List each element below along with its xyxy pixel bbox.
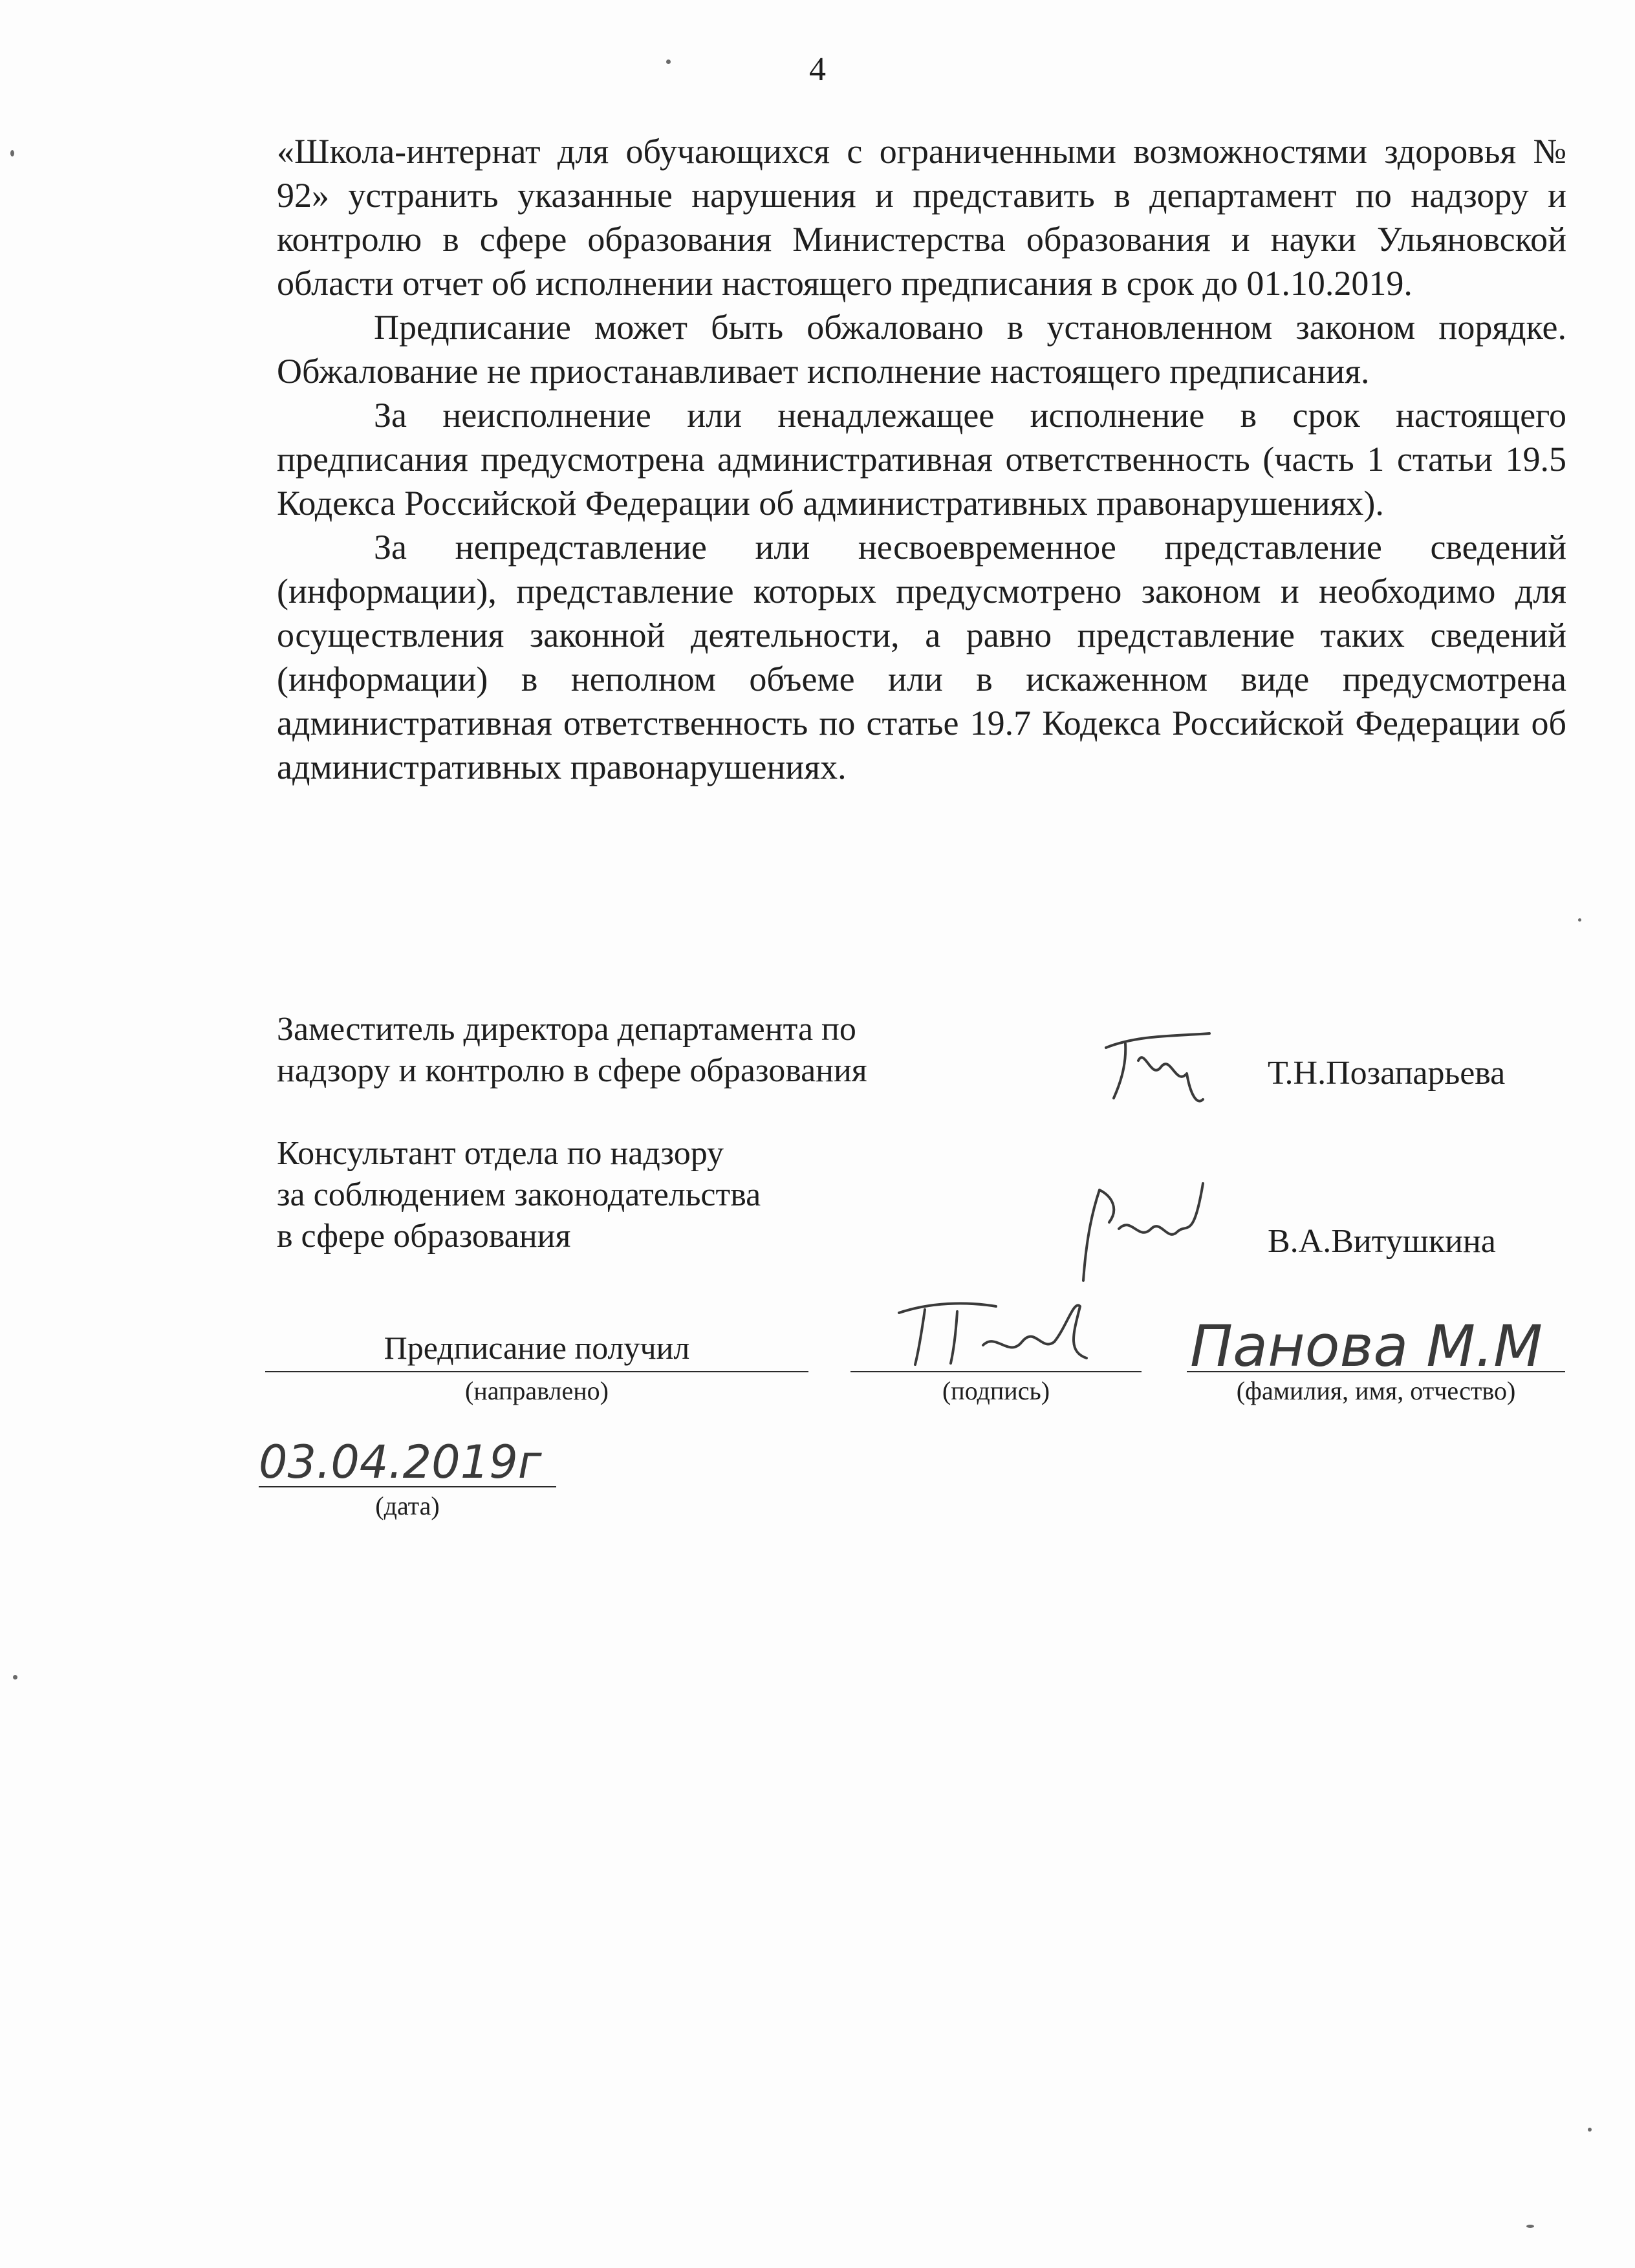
signature-recipient — [886, 1287, 1099, 1371]
signatory-title-consultant: Консультант отдела по надзору за соблюдением законодательства в сфере образования — [277, 1135, 761, 1255]
paragraph-requirement: «Школа-интернат для обучающихся с ограниченными возможностями здоровья № 92» устранить указанные нарушения и представить в департамент по надзору и контролю в сфере образования Министерства образования и науки Ульяновской области отчет об исполнении настоящего предписания в срок до 01.10.2019. — [277, 132, 1566, 303]
scan-speck — [1526, 2225, 1534, 2228]
paragraph-liability-19-7: За непредставление или несвоевременное представление сведений (информации), представление которых предусмотрено законом и необходимо для осуществления законной деятельности, а равно представление таких сведений (информации) в неполном объеме или в искаженном виде предусмотрена административная ответственность по статье 19.7 Кодекса Российской Федерации об административных правонарушениях. — [277, 528, 1566, 786]
paragraph-appeal: Предписание может быть обжаловано в установленном законом порядке. Обжалование не приостанавливает исполнение настоящего предписания. — [277, 308, 1566, 391]
signature-consultant — [1074, 1171, 1216, 1287]
caption-name: (фамилия, имя, отчество) — [1236, 1376, 1516, 1405]
caption-sent: (направлено) — [465, 1376, 609, 1405]
paragraph-liability-19-5: За неисполнение или ненадлежащее исполнение в срок настоящего предписания предусмотрена административная ответственность (часть 1 статьи 19.5 Кодекса Российской Федерации об административных правонарушениях). — [277, 396, 1566, 523]
scan-speck — [1578, 918, 1581, 922]
handwritten-recipient-name: Панова М.М — [1190, 1313, 1543, 1379]
page-number: 4 — [809, 51, 826, 88]
received-label: Предписание получил — [384, 1330, 690, 1366]
name-line — [1187, 1371, 1565, 1372]
signature-deputy-director — [1099, 1022, 1229, 1112]
signature-line — [850, 1371, 1142, 1372]
caption-signature: (подпись) — [942, 1376, 1050, 1405]
scan-speck — [1588, 2128, 1592, 2132]
scan-speck — [10, 150, 14, 157]
date-line — [259, 1486, 556, 1487]
received-line — [265, 1371, 808, 1372]
signatory-name-deputy-director: Т.Н.Позапарьева — [1268, 1055, 1506, 1092]
scan-speck — [13, 1675, 17, 1679]
signatory-name-consultant: В.А.Витушкина — [1268, 1223, 1496, 1260]
caption-date: (дата) — [375, 1491, 440, 1520]
document-body — [277, 129, 1566, 789]
signatory-title-deputy-director: Заместитель директора департамента по надзору и контролю в сфере образования — [277, 1011, 867, 1089]
scan-speck — [666, 59, 671, 64]
handwritten-date: 03.04.2019г — [259, 1436, 542, 1489]
